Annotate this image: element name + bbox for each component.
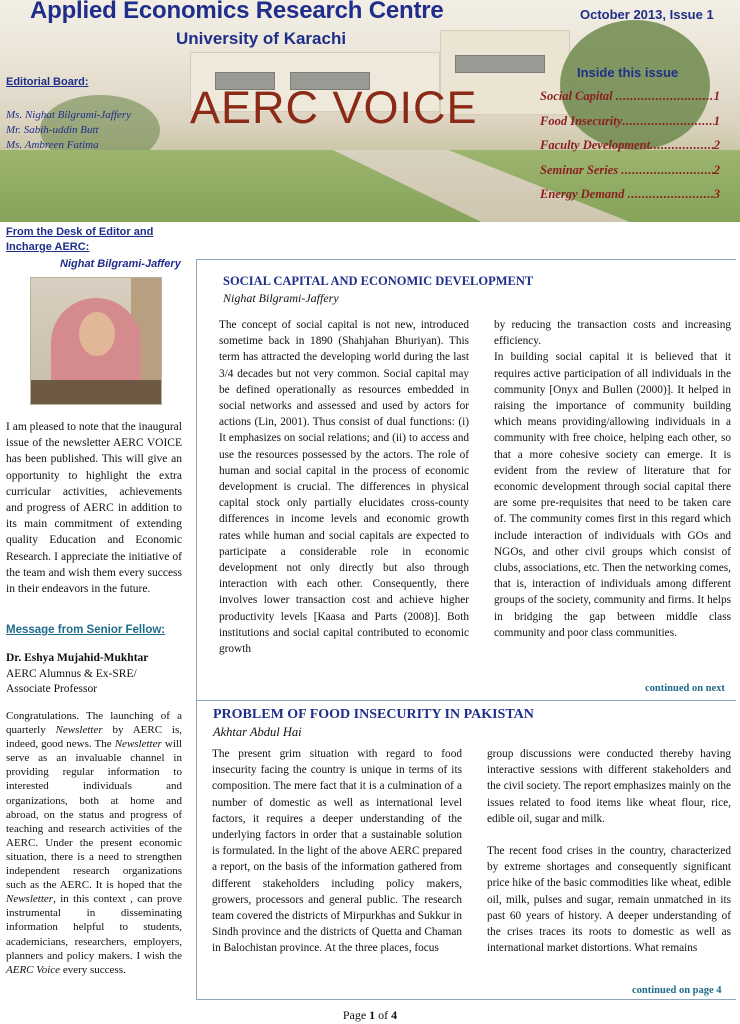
senior-fellow-position: Associate Professor xyxy=(6,683,98,695)
section-divider xyxy=(196,999,736,1000)
masthead-title: Applied Economics Research Centre xyxy=(30,0,444,24)
article-paragraph: group discussions were conducted thereby having interactive sessions with different stakeholders and the civil society. The report emphasizes mainly on the issues related to food items like wheat flour, rice, edible oil, sugar and milk. xyxy=(487,748,731,825)
article-paragraph: The recent food crises in the country, characterized by extreme shortages and consequently significant price hike of the basic commodities like wheat, edible oil, milk, pulses and sugar, remain unmatched in its past 60 years of history. A deeper understanding of the crises traces its roots to domestic as well as international market distortions. What remains xyxy=(487,845,731,955)
editorial-board-member: Ms. Ambreen Fatima xyxy=(6,139,99,151)
toc-item[interactable]: Energy Demand ..... 3 xyxy=(540,187,720,212)
table-of-contents xyxy=(540,89,720,212)
editorial-board-label: Editorial Board: xyxy=(6,76,89,88)
article-title-social-capital: SOCIAL CAPITAL AND ECONOMIC DEVELOPMENT xyxy=(223,274,534,288)
editor-desk-title: From the Desk of Editor and Incharge AERC: xyxy=(6,226,154,253)
editorial-board-member: Ms. Nighat Bilgrami-Jaffery xyxy=(6,109,131,121)
toc-item[interactable]: Seminar Series ..... 2 xyxy=(540,163,720,188)
article-title-food-insecurity: PROBLEM OF FOOD INSECURITY IN PAKISTAN xyxy=(213,707,534,722)
article-column xyxy=(487,746,731,956)
senior-fellow-heading: Message from Senior Fellow: xyxy=(6,624,166,636)
section-divider xyxy=(196,700,736,701)
continued-link[interactable]: continued on next xyxy=(645,683,725,694)
editorial-board-list xyxy=(6,108,131,153)
senior-fellow-name: Dr. Eshya Mujahid-Mukhtar xyxy=(6,652,149,664)
editor-photo xyxy=(30,277,162,405)
article-paragraph: by reducing the transaction costs and increasing efficiency. xyxy=(494,319,731,348)
masthead-subtitle: University of Karachi xyxy=(176,29,347,48)
article-column: The present grim situation with regard to food insecurity facing the country is unique in terms of its composition. The mere fact that it is a culmination of a number of domestic as well as international level factors, it requires a deeper understanding of the underlying factors in order that a sustainable solution is formulated. In the light of the above AERC prepared a report, on the basis of the information gathered from different stakeholders including policy makers, growers, processors and general public. The research team covered the districts of Mirpurkhas and Sukkur in Sindh province and the districts of Quetta and Chaman in Balochistan province. At the three places, focus xyxy=(212,748,462,955)
issue-label: October 2013, Issue 1 xyxy=(580,7,714,22)
desk-shape xyxy=(31,380,162,405)
article-column xyxy=(494,317,731,641)
window-shape xyxy=(455,55,545,73)
article-column: The concept of social capital is not new, introduced sometime back in 1890 (Shahjahan Bhuriyan). This term has attracted the developing world during the last 3/4 decades but not very common. Social capital may be defined operationally as resources embedded in social networks and assessed and used by actors for actions (Lin, 2001). Thus consist of dual functions: (i) It emphasizes on social relations; and (ii) to access and use the resources possessed by the actors. The role of human and social capital in the process of economic development is crucial. The differences in physical capital stock only partially elucidates cross-county differences in income levels and economic growth rates while human and social capitals are expected to participate a considerable role in economic development not only directly but also through interaction with each other. Consequently, there involves lower transaction cost and achieve higher productivity levels [Kaasa and Parts (2008)]. Both institutions and social capital contributed to economic growth xyxy=(219,319,469,656)
continued-link[interactable]: continued on page 4 xyxy=(632,985,722,996)
article-paragraph: In building social capital it is believed that it requires active participation of all individuals in the community [Onyx and Bullen (2000)]. It helped in raising the importance of community building which means providing/allowing individuals in a community with free choice, helping each other, so that a more cohesive society can emerge. It is evident from the review of literature that for economic development through social capital there are some pre-requisites that need to be taken care of. The community comes first in this regard which include interaction of individuals with GOs and NGOs, and other civil groups which consist of clubs, associations, etc. Then the networking comes, that is, interaction of individuals among different groups of the society, community and firms. It helps in bridging the gap between middle class community and poor class communities. xyxy=(494,351,731,639)
toc-item[interactable]: Faculty Development ..... 2 xyxy=(540,138,720,163)
column-divider xyxy=(196,259,197,1000)
senior-fellow-affiliation: AERC Alumnus & Ex-SRE/ xyxy=(6,668,137,680)
page-number: Page 1 of 4 xyxy=(342,1008,398,1022)
inside-issue-title: Inside this issue xyxy=(577,65,679,80)
editor-message: I am pleased to note that the inaugural issue of the newsletter AERC VOICE has been published. This will give an opportunity to highlight the extra curricular activities, achievements and progress of AERC in addition to its main commitment of extending quality Education and Economic Research. I appreciate the initiative of the team and wish them every success in their endeavors in the future. xyxy=(6,421,182,596)
section-divider xyxy=(196,259,736,260)
editor-name: Nighat Bilgrami-Jaffery xyxy=(60,258,181,270)
newsletter-name: AERC VOICE xyxy=(190,82,478,133)
editorial-board-member: Mr. Sabih-uddin Butt xyxy=(6,124,99,136)
toc-item[interactable]: Social Capital ..... 1 xyxy=(540,89,720,114)
toc-item[interactable]: Food Insecurity ..... 1 xyxy=(540,114,720,139)
article-author: Akhtar Abdul Hai xyxy=(213,725,302,739)
article-author: Nighat Bilgrami-Jaffery xyxy=(223,291,339,305)
face-shape xyxy=(79,312,115,356)
senior-fellow-message: Congratulations. The launching of a quarterly Newsletter by AERC is, indeed, good news. The Newsletter will serve as an invaluable channel in providing regular information to interested individuals and organizations, both at home and abroad, on the status and progress of teaching and research activities of the AERC. Under the present economic situation, there is a need to strengthen independent research organizations such as the AERC. It is hoped that the Newsletter, in this context , can prove instrumental in disseminating information helpful to students, academicians, researchers, employers, planners and policy makers. I wish the AERC Voice every success. xyxy=(6,710,182,976)
